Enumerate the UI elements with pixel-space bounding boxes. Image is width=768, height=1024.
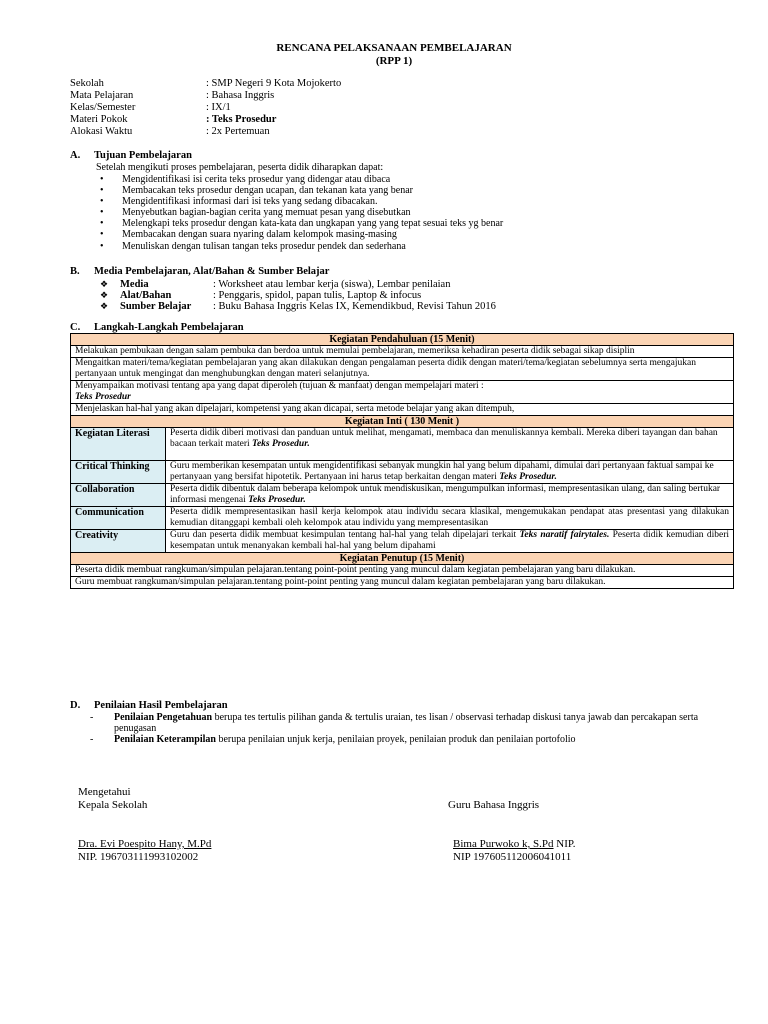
media-key: Media <box>120 279 149 290</box>
table-row <box>71 381 734 404</box>
cell-emphasis: Teks naratif fairytales. <box>519 530 610 540</box>
teacher-name-suffix: NIP. <box>553 838 576 850</box>
table-header-row <box>71 416 734 428</box>
cell-emphasis: Teks Prosedur <box>75 392 131 402</box>
learning-steps-table <box>70 333 734 589</box>
source-row <box>100 301 496 312</box>
cell-emphasis: Teks Prosedur. <box>248 495 306 505</box>
dash-bullet: - <box>90 734 94 745</box>
assessment-key: Penilaian Keterampilan <box>114 734 216 745</box>
section-number: C. <box>70 322 81 333</box>
diamond-bullet-icon: ❖ <box>100 290 109 300</box>
identity-label: Materi Pokok <box>70 114 128 125</box>
section-b-heading <box>70 266 329 277</box>
teacher-nip: NIP 197605112006041011 <box>453 851 572 863</box>
document-subtitle: (RPP 1) <box>375 55 413 67</box>
identity-row-topic <box>70 114 276 126</box>
table-cell <box>71 381 734 404</box>
section-title: Penilaian Hasil Pembelajaran <box>94 700 228 711</box>
tools-key: Alat/Bahan <box>120 290 172 301</box>
identity-row-subject <box>70 90 274 102</box>
list-item: • Mengidentifikasi informasi dari isi teks yang sedang dibacakan. <box>100 196 503 207</box>
sig-left-line2: Kepala Sekolah <box>78 799 148 811</box>
list-item: • Melengkapi teks prosedur dengan kata-kata dan ungkapan yang yang tepat sesuai teks yg benar <box>100 218 503 229</box>
row-label: Communication <box>71 507 166 530</box>
assessment-key: Penilaian Pengetahuan <box>114 712 213 723</box>
table-row <box>71 346 734 358</box>
tools-row <box>100 290 421 301</box>
cell-text: Peserta didik diberi motivasi dan panduan untuk melihat, mengamati, membaca dan menuliskannya kembali. Mereka diberi tayangan dan bahan bacaan terkait materi <box>170 428 718 449</box>
table-cell: Peserta didik membuat rangkuman/simpulan pelajaran.tentang point-point penting yang muncul dalam kegiatan pembelajaran yang baru dilakukan. <box>71 565 734 577</box>
section-d-heading <box>70 700 228 711</box>
table-row <box>71 507 734 530</box>
list-item: • Mengidentifikasi isi cerita teks prosedur yang didengar atau dibaca <box>100 174 503 185</box>
table-row <box>71 428 734 461</box>
tools-value: : Penggaris, spidol, papan tulis, Laptop & infocus <box>213 290 422 301</box>
table-row <box>71 461 734 484</box>
table-cell: Peserta didik mempresentasikan hasil kerja kelompok atau individu secara klasikal, mengemukakan pendapat atas presentasi yang dilakukan kemudian ditanggapi kembali oleh kelompok atau individu yang mempresentasikan <box>166 507 734 530</box>
media-row <box>100 279 450 290</box>
identity-label: Alokasi Waktu <box>70 126 133 137</box>
table-cell: Melakukan pembukaan dengan salam pembuka dan berdoa untuk memulai pembelajaran, memeriksa kehadiran peserta didik sebagai sikap disiplin <box>71 346 734 358</box>
sig-left-line1: Mengetahui <box>78 786 131 798</box>
table-row <box>71 404 734 416</box>
section-a-intro: Setelah mengikuti proses pembelajaran, peserta didik diharapkan dapat: <box>96 162 384 173</box>
row-label: Collaboration <box>71 484 166 507</box>
principal-name: Dra. Evi Poespito Hany, M.Pd <box>78 838 212 850</box>
cell-emphasis: Teks Prosedur. <box>252 439 310 449</box>
row-label: Creativity <box>71 530 166 553</box>
table-row <box>71 577 734 589</box>
section-number: A. <box>70 150 81 161</box>
row-label: Kegiatan Literasi <box>71 428 166 461</box>
cell-text: Menyampaikan motivasi tentang apa yang dapat diperoleh (tujuan & manfaat) dengan mempelajari materi : <box>75 381 484 391</box>
identity-row-time <box>70 126 270 138</box>
table-cell <box>166 428 734 461</box>
section-title: Media Pembelajaran, Alat/Bahan & Sumber Belajar <box>94 266 330 277</box>
row-label: Critical Thinking <box>71 461 166 484</box>
table-row <box>71 358 734 381</box>
source-key: Sumber Belajar <box>120 301 192 312</box>
cell-text: Guru dan peserta didik membuat kesimpulan tentang hal-hal yang telah dipelajari terkait <box>170 530 517 540</box>
principal-nip: NIP. 196703111993102002 <box>78 851 199 863</box>
media-value: : Worksheet atau lembar kerja (siswa), Lembar penilaian <box>213 279 451 290</box>
identity-row-school <box>70 78 341 90</box>
identity-row-class <box>70 102 231 114</box>
assessment-value: berupa tes tertulis pilihan ganda & tertulis uraian, tes lisan / observasi terhadap diskusi tanya jawab dan percakapan serta penugasan <box>114 712 699 734</box>
section-number: D. <box>70 700 81 711</box>
source-value: : Buku Bahasa Inggris Kelas IX, Kemendikbud, Revisi Tahun 2016 <box>213 301 496 312</box>
list-item: • Menyebutkan bagian-bagian cerita yang memuat pesan yang disebutkan <box>100 207 503 218</box>
identity-value: : 2x Pertemuan <box>206 126 270 137</box>
table-cell: Menjelaskan hal-hal yang akan dipelajari, kompetensi yang akan dicapai, serta metode belajar yang akan ditempuh, <box>71 404 734 416</box>
identity-label: Mata Pelajaran <box>70 90 134 101</box>
assessment-list <box>90 712 730 745</box>
table-header-row <box>71 334 734 346</box>
list-item: • Menuliskan dengan tulisan tangan teks prosedur pendek dan sederhana <box>100 241 503 252</box>
section-title: Langkah-Langkah Pembelajaran <box>94 322 244 333</box>
section-c-heading <box>70 322 244 333</box>
table-header-row <box>71 553 734 565</box>
section-title: Tujuan Pembelajaran <box>94 150 192 161</box>
table-row <box>71 530 734 553</box>
table-row <box>71 565 734 577</box>
table-cell <box>166 484 734 507</box>
list-item <box>90 712 730 734</box>
teacher-name-line <box>453 838 576 851</box>
diamond-bullet-icon: ❖ <box>100 301 109 311</box>
identity-value: : SMP Negeri 9 Kota Mojokerto <box>206 78 342 89</box>
identity-label: Sekolah <box>70 78 104 89</box>
penutup-header: Kegiatan Penutup (15 Menit) <box>71 553 734 565</box>
section-a-heading <box>70 150 192 161</box>
table-cell: Mengaitkan materi/tema/kegiatan pembelajaran yang akan dilakukan dengan pengalaman peserta didik dengan materi/tema/kegiatan sebelumnya serta mengajukan pertanyaan untuk mengingat dan menghubungkan dengan materi selanjutnya. <box>71 358 734 381</box>
dash-bullet: - <box>90 712 94 723</box>
identity-value: : Bahasa Inggris <box>206 90 275 101</box>
pendahuluan-header: Kegiatan Pendahuluan (15 Menit) <box>71 334 734 346</box>
table-cell: Guru membuat rangkuman/simpulan pelajaran.tentang point-point penting yang muncul dalam kegiatan pembelajaran yang baru dilakukan. <box>71 577 734 589</box>
inti-header: Kegiatan Inti ( 130 Menit ) <box>71 416 734 428</box>
document-title: RENCANA PELAKSANAAN PEMBELAJARAN <box>276 42 512 54</box>
cell-text: Guru memberikan kesempatan untuk mengidentifikasi sebanyak mungkin hal yang belum dipahami, dimulai dari pertanyaan faktual sampai ke pertanyaan yang bersifat hipotetik. Pertanyaan ini harus tetap berkaitan dengan materi <box>170 461 714 482</box>
section-number: B. <box>70 266 80 277</box>
identity-value: : IX/1 <box>206 102 231 113</box>
cell-text-after: Peserta didik kemudian diberi kesempatan untuk menanyakan kembali hal-hal yang belum dipahami <box>170 530 729 551</box>
list-item <box>90 734 730 745</box>
list-item: • Membacakan teks prosedur dengan ucapan, dan tekanan kata yang benar <box>100 185 503 196</box>
cell-emphasis: Teks Prosedur. <box>499 472 557 482</box>
identity-value: : Teks Prosedur <box>206 114 277 125</box>
table-cell <box>166 530 734 553</box>
identity-label: Kelas/Semester <box>70 102 136 113</box>
assessment-value: berupa penilaian unjuk kerja, penilaian proyek, penilaian produk dan penilaian portofolio <box>215 734 576 745</box>
sig-right-line2: Guru Bahasa Inggris <box>448 799 540 811</box>
cell-text: Peserta didik dibentuk dalam beberapa kelompok untuk mendiskusikan, mengumpulkan informasi, mempresentasikan ulang, dan saling bertukar informasi mengenai <box>170 484 721 505</box>
objectives-list <box>100 174 503 252</box>
table-cell <box>166 461 734 484</box>
diamond-bullet-icon: ❖ <box>100 279 109 289</box>
teacher-name: Bima Purwoko k, S.Pd <box>453 838 554 850</box>
table-row <box>71 484 734 507</box>
list-item: • Membacakan dengan suara nyaring dalam kelompok masing-masing <box>100 229 503 240</box>
